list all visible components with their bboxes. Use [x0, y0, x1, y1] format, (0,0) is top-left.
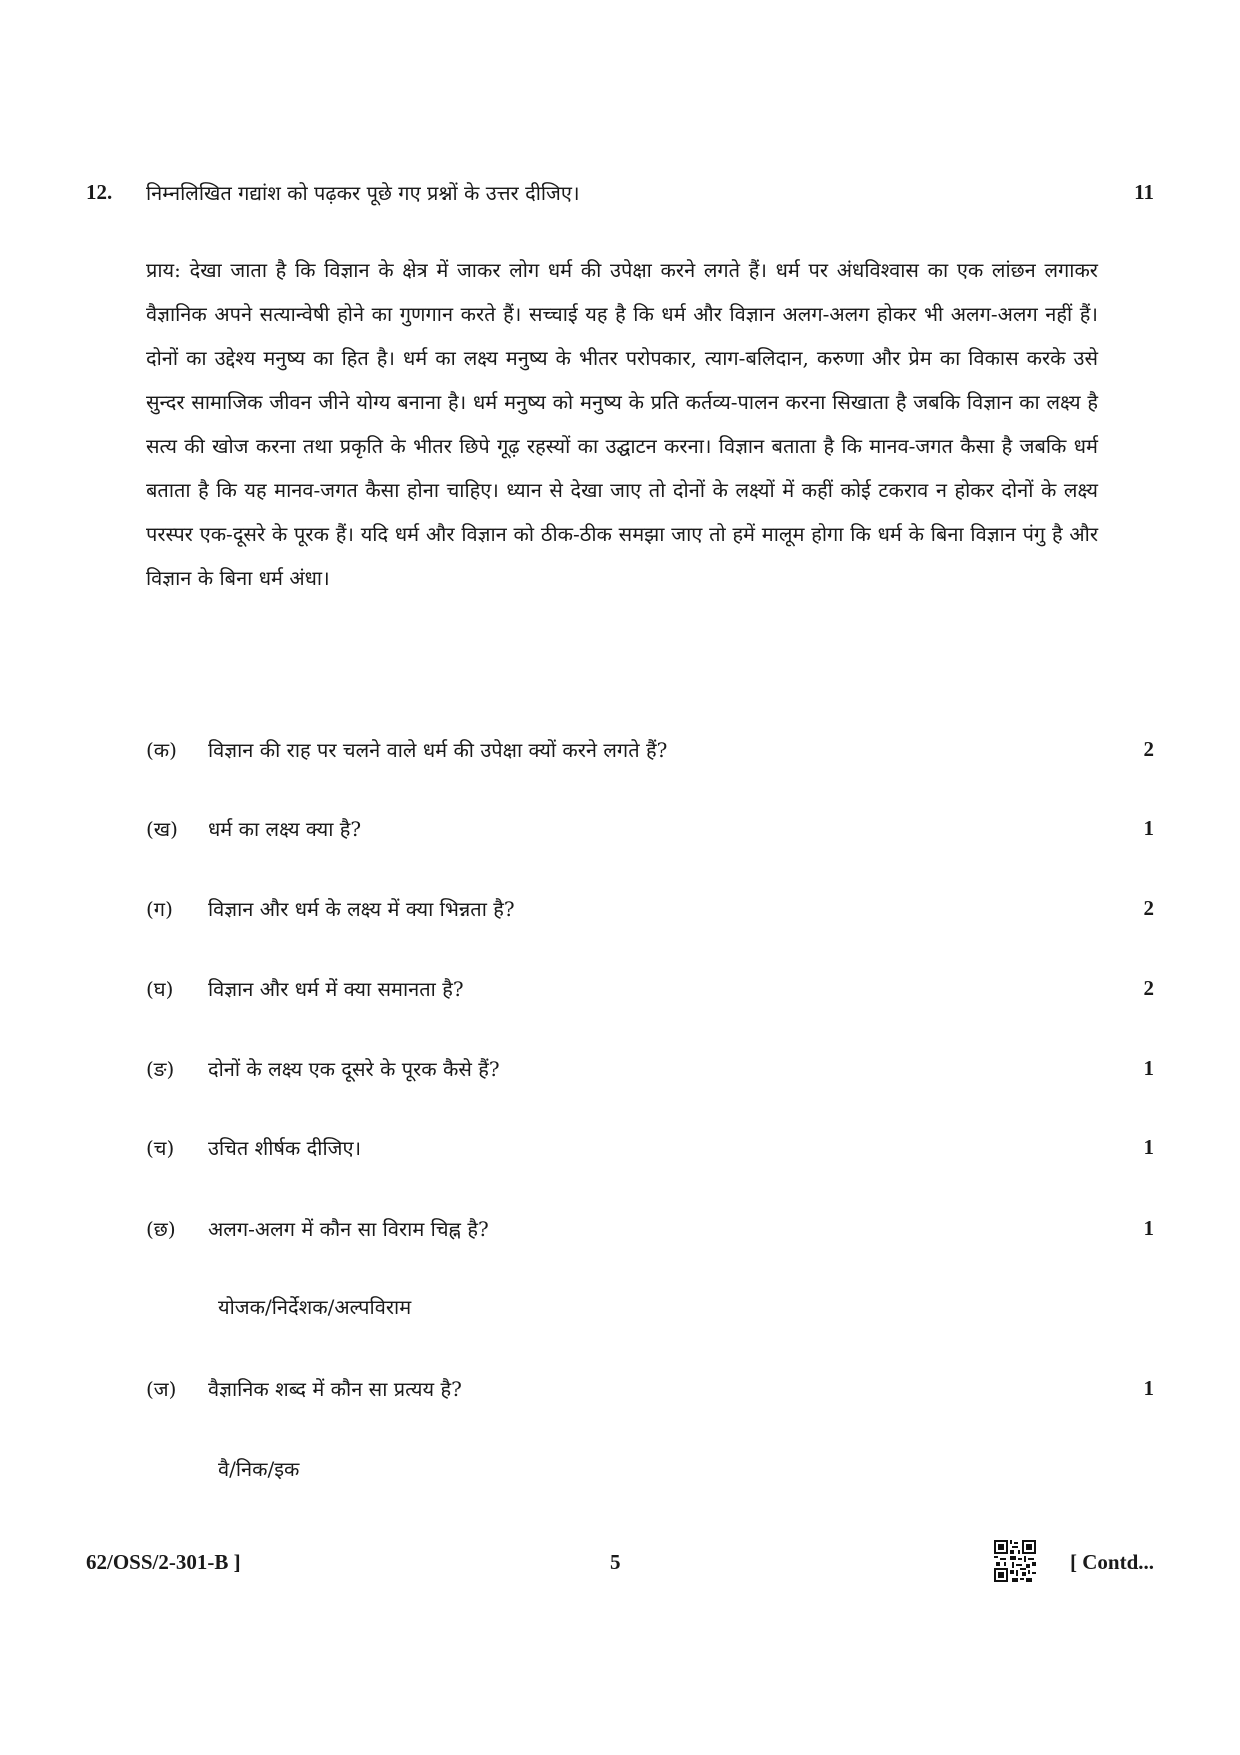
- question-number: 12.: [86, 179, 113, 204]
- subquestion-kha: [146, 808, 1154, 848]
- subquestion-label: (ज): [146, 1376, 177, 1401]
- subquestion-label: (क): [146, 737, 177, 762]
- subquestion-label: (घ): [146, 976, 174, 1001]
- subquestion-chha-options: योजक/निर्देशक/अल्पविराम: [218, 1294, 412, 1319]
- subquestion-ka: [146, 729, 1154, 769]
- page-footer: [86, 1538, 1154, 1588]
- subquestion-label: (छ): [146, 1216, 176, 1241]
- subquestion-marks: 2: [1143, 736, 1154, 761]
- question-marks: 11: [1134, 179, 1154, 204]
- subquestion-text: विज्ञान की राह पर चलने वाले धर्म की उपेक्षा क्यों करने लगते हैं?: [208, 737, 668, 762]
- subquestion-ga: [146, 888, 1154, 928]
- subquestion-label: (ख): [146, 816, 178, 841]
- question-header: [86, 172, 1154, 212]
- qr-code-icon: [994, 1540, 1036, 1582]
- continued-label: [ Contd...: [1069, 1550, 1154, 1574]
- paper-code: 62/OSS/2-301-B ]: [86, 1550, 241, 1574]
- subquestion-gha: [146, 968, 1154, 1008]
- page-number: 5: [610, 1550, 621, 1574]
- subquestion-text: धर्म का लक्ष्य क्या है?: [208, 816, 362, 841]
- subquestion-chha: [146, 1208, 1154, 1248]
- subquestion-marks: 2: [1143, 895, 1154, 920]
- subquestion-nga: [146, 1048, 1154, 1088]
- subquestion-text: विज्ञान और धर्म में क्या समानता है?: [208, 976, 464, 1001]
- subquestion-text: वैज्ञानिक शब्द में कौन सा प्रत्यय है?: [208, 1376, 462, 1401]
- subquestion-label: (ग): [146, 896, 173, 921]
- subquestion-marks: 1: [1143, 1215, 1154, 1240]
- subquestion-marks: 1: [1143, 815, 1154, 840]
- subquestion-label: (च): [146, 1135, 175, 1160]
- subquestion-ja-options: वै/निक/इक: [218, 1456, 300, 1481]
- subquestion-marks: 1: [1143, 1055, 1154, 1080]
- question-instruction: निम्नलिखित गद्यांश को पढ़कर पूछे गए प्रश्नों के उत्तर दीजिए।: [146, 180, 580, 205]
- subquestion-label: (ङ): [146, 1056, 175, 1081]
- passage-text: प्राय: देखा जाता है कि विज्ञान के क्षेत्र में जाकर लोग धर्म की उपेक्षा करने लगते हैं। धर्म पर अंधविश्वास का एक लांछन लगाकर वैज्ञानिक अपने सत्यान्वेषी होने का गुणगान करते हैं। सच्चाई यह है कि धर्म और विज्ञान अलग-अलग होकर भी अलग-अलग नहीं हैं। दोनों का उद्देश्य मनुष्य का हित है। धर्म का लक्ष्य मनुष्य के भीतर परोपकार, त्याग-बलिदान, करुणा और प्रेम का विकास करके उसे सुन्दर सामाजिक जीवन जीने योग्य बनाना है। धर्म मनुष्य को मनुष्य के प्रति कर्तव्य-पालन करना सिखाता है जबकि विज्ञान का लक्ष्य है सत्य की खोज करना तथा प्रकृति के भीतर छिपे गूढ़ रहस्यों का उद्घाटन करना। विज्ञान बताता है कि मानव-जगत कैसा है जबकि धर्म बताता है कि यह मानव-जगत कैसा होना चाहिए। ध्यान से देखा जाए तो दोनों के लक्ष्यों में कहीं कोई टकराव न होकर दोनों के लक्ष्य परस्पर एक-दूसरे के पूरक हैं। यदि धर्म और विज्ञान को ठीक-ठीक समझा जाए तो हमें मालूम होगा कि धर्म के बिना विज्ञान पंगु है और विज्ञान के बिना धर्म अंधा।: [146, 258, 1098, 590]
- subquestion-marks: 1: [1143, 1375, 1154, 1400]
- subquestion-text: विज्ञान और धर्म के लक्ष्य में क्या भिन्नता है?: [208, 896, 515, 921]
- subquestion-marks: 1: [1143, 1134, 1154, 1159]
- subquestion-cha: [146, 1127, 1154, 1167]
- subquestion-text: अलग-अलग में कौन सा विराम चिह्न है?: [208, 1216, 489, 1241]
- subquestion-text: दोनों के लक्ष्य एक दूसरे के पूरक कैसे हैं?: [208, 1056, 500, 1081]
- subquestion-ja: [146, 1368, 1154, 1408]
- subquestion-marks: 2: [1143, 975, 1154, 1000]
- subquestion-text: उचित शीर्षक दीजिए।: [208, 1135, 362, 1160]
